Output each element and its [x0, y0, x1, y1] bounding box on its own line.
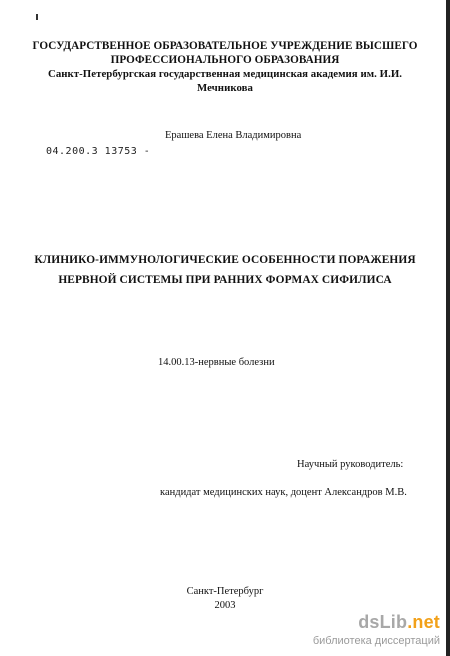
- specialty-code: 14.00.13-нервные болезни: [158, 357, 275, 368]
- watermark-logo-main: dsLib: [358, 612, 408, 632]
- site-watermark: [290, 612, 440, 648]
- advisor-label: Научный руководитель:: [297, 459, 404, 470]
- watermark-logo: [290, 612, 440, 632]
- author-name: Ерашева Елена Владимировна: [165, 130, 302, 141]
- scan-mark: [36, 14, 38, 20]
- scan-edge: [446, 0, 450, 656]
- advisor-name: кандидат медицинских наук, доцент Александров М.В.: [160, 487, 407, 498]
- watermark-logo-tld: .net: [407, 612, 440, 632]
- library-stamp: 04.200.3 13753 -: [46, 146, 151, 157]
- thesis-title-line-1: КЛИНИКО-ИММУНОЛОГИЧЕСКИЕ ОСОБЕННОСТИ ПОРАЖЕНИЯ: [34, 254, 416, 266]
- institution-line-1: ГОСУДАРСТВЕННОЕ ОБРАЗОВАТЕЛЬНОЕ УЧРЕЖДЕНИЕ ВЫСШЕГО: [32, 40, 418, 52]
- watermark-subtitle: библиотека диссертаций: [312, 635, 440, 647]
- footer-year: 2003: [214, 600, 236, 611]
- footer-city: Санкт-Петербург: [186, 586, 264, 597]
- institution-line-4: Мечникова: [197, 82, 253, 94]
- institution-line-3: Санкт-Петербургская государственная медицинская академия им. И.И.: [47, 68, 403, 80]
- thesis-title-line-2: НЕРВНОЙ СИСТЕМЫ ПРИ РАННИХ ФОРМАХ СИФИЛИСА: [58, 274, 392, 286]
- institution-line-2: ПРОФЕССИОНАЛЬНОГО ОБРАЗОВАНИЯ: [110, 54, 340, 66]
